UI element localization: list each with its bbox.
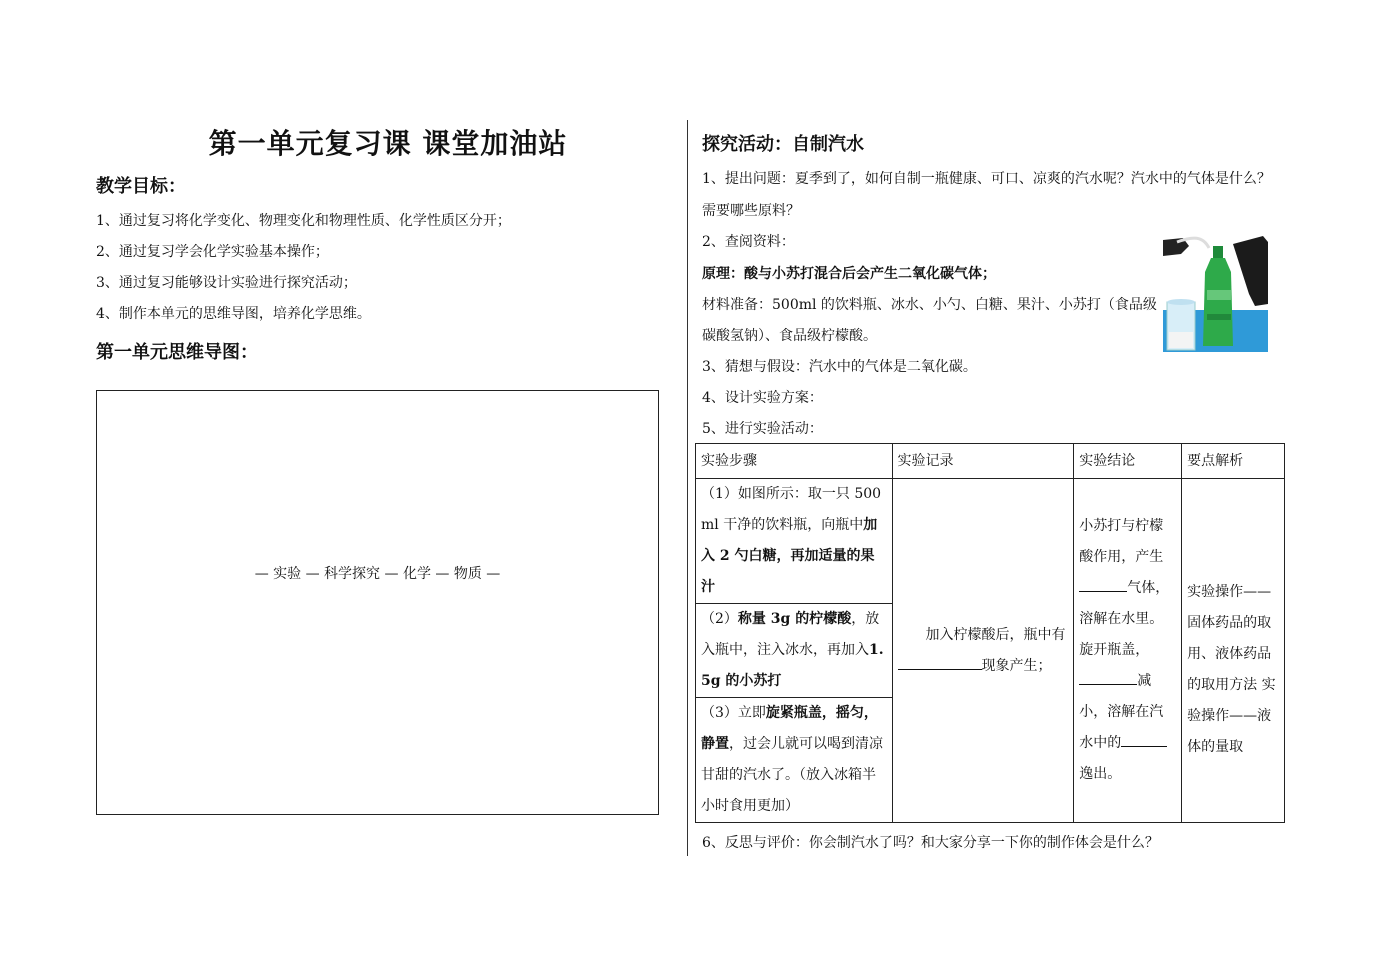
page-title: 第一单元复习课 课堂加油站 xyxy=(208,127,568,160)
step-2-text-2: ，放入瓶中，注入冰水，再加入 xyxy=(701,611,880,658)
column-divider xyxy=(687,120,688,856)
conclusion-text-3: 减小，溶解在汽水中的 xyxy=(1079,673,1164,751)
header-conclusion: 实验结论 xyxy=(1074,444,1182,479)
question-4: 4、设计实验方案： xyxy=(702,390,823,406)
conclusion-blank-1[interactable] xyxy=(1079,577,1127,592)
conclusion-blank-3[interactable] xyxy=(1121,732,1167,747)
table-header-row xyxy=(696,444,1285,479)
goal-item: 2、通过复习学会化学实验基本操作； xyxy=(96,244,329,260)
step-1-text: （1）如图所示：取一只 500ml 干净的饮料瓶，向瓶中 xyxy=(701,486,882,533)
experiment-table xyxy=(695,443,1285,823)
soda-bottle-photo xyxy=(1163,234,1268,352)
question-2: 2、查阅资料： xyxy=(702,234,795,250)
step-2-cell xyxy=(696,604,893,698)
goal-item: 1、通过复习将化学变化、物理变化和物理性质、化学性质区分开； xyxy=(96,213,511,229)
conclusion-text-2: 气体，溶解在水里。旋开瓶盖， xyxy=(1079,580,1170,658)
record-text-end: 现象产生； xyxy=(981,657,1052,674)
activity-heading: 探究活动：自制汽水 xyxy=(702,134,864,155)
step-3-text-2: ，过会儿就可以喝到清凉甘甜的汽水了。（放入冰箱半小时食用更加） xyxy=(701,736,883,814)
step-1-cell xyxy=(696,479,893,604)
record-cell xyxy=(892,479,1074,823)
question-1: 1、提出问题：夏季到了，如何自制一瓶健康、可口、凉爽的汽水呢？汽水中的气体是什么？ xyxy=(702,171,1271,187)
conclusion-text-4: 逸出。 xyxy=(1079,766,1122,782)
conclusion-text: 小苏打与柠檬酸作用，产生 xyxy=(1079,518,1164,565)
question-3: 3、猜想与假设：汽水中的气体是二氧化碳。 xyxy=(702,359,977,375)
question-1-cont: 需要哪些原料？ xyxy=(702,203,800,219)
materials-text-cont: 碳酸氢钠）、食品级柠檬酸。 xyxy=(702,328,877,344)
header-record: 实验记录 xyxy=(892,444,1074,479)
step-3-text: （3）立即 xyxy=(701,705,766,721)
step-2-text: （2） xyxy=(701,611,738,627)
table-row xyxy=(696,479,1285,604)
question-5: 5、进行实验活动： xyxy=(702,421,823,437)
materials-text: 材料准备：500ml 的饮料瓶、冰水、小勺、白糖、果汁、小苏打（食品级 xyxy=(702,297,1157,313)
mindmap-heading: 第一单元思维导图： xyxy=(96,342,258,363)
question-6: 6、反思与评价：你会制汽水了吗？和大家分享一下你的制作体会是什么？ xyxy=(702,835,1159,851)
step-3-bold: 旋紧瓶盖，摇匀，静置 xyxy=(701,705,878,752)
analysis-text: 实验操作——固体药品的取用、液体药品的取用方法 实验操作——液体的量取 xyxy=(1187,584,1276,755)
step-2-bold: 称量 3g 的柠檬酸 xyxy=(737,611,852,627)
step-2-bold-2: 1.5g 的小苏打 xyxy=(701,642,884,689)
record-blank[interactable] xyxy=(898,655,982,670)
step-3-cell xyxy=(696,698,893,823)
conclusion-cell xyxy=(1074,479,1182,823)
principle-text: 原理：酸与小苏打混合后会产生二氧化碳气体； xyxy=(702,266,996,282)
mindmap-box xyxy=(96,390,659,815)
record-text: 加入柠檬酸后，瓶中有 xyxy=(925,626,1066,643)
conclusion-blank-2[interactable] xyxy=(1079,670,1137,685)
mindmap-text: — 实验 — 科学探究 — 化学 — 物质 — xyxy=(254,566,501,582)
goal-item: 3、通过复习能够设计实验进行探究活动； xyxy=(96,275,357,291)
goals-heading: 教学目标： xyxy=(96,176,186,197)
analysis-cell xyxy=(1182,479,1285,823)
header-analysis: 要点解析 xyxy=(1182,444,1285,479)
record-blank-line xyxy=(898,651,1069,682)
step-1-bold: 加入 2 勺白糖，再加适量的果汁 xyxy=(701,517,878,595)
goal-item: 4、制作本单元的思维导图，培养化学思维。 xyxy=(96,306,371,322)
header-steps: 实验步骤 xyxy=(696,444,893,479)
